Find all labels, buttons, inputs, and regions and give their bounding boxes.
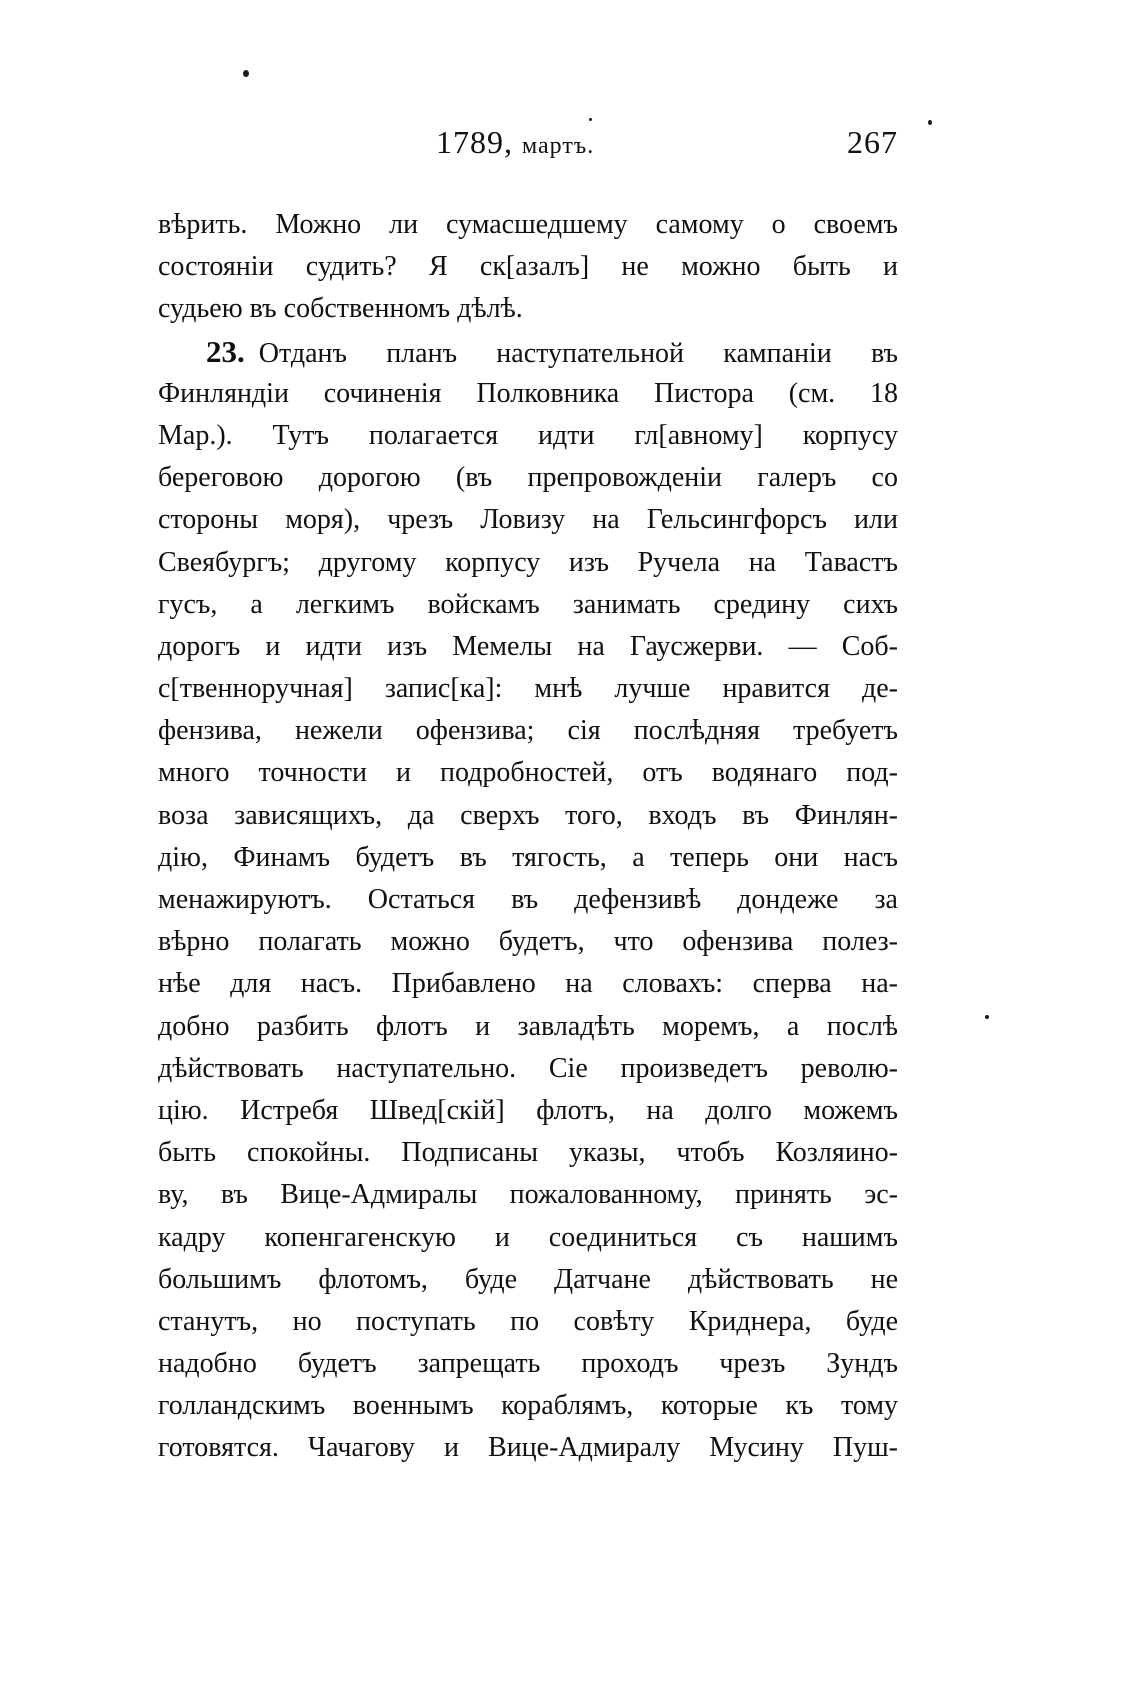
text-line: кадру копенгагенскую и соединиться съ нашимъ (158, 1221, 898, 1253)
text-line: дорогъ и идти изъ Мемелы на Гаусжерви. — Соб- (158, 630, 898, 662)
page-number: 267 (847, 124, 898, 160)
entry-number: 23. (206, 333, 245, 369)
text-line: стороны моря), чрезъ Ловизу на Гельсингфорсъ или (158, 504, 898, 536)
text-line: голландскимъ военнымъ кораблямъ, которые къ тому (158, 1390, 898, 1422)
text-line: фензива, нежели офензива; сія послѣдняя требуетъ (158, 715, 898, 747)
text-line: судьею въ собственномъ дѣлѣ. (158, 293, 523, 325)
ink-speck-margin (985, 1015, 989, 1019)
text-line: гусъ, а легкимъ войскамъ занимать средину сихъ (158, 588, 898, 620)
text-line: с[твенноручная] запис[ка]: мнѣ лучше нравится де- (158, 673, 898, 705)
text-line: большимъ флотомъ, буде Датчане дѣйствовать не (158, 1263, 898, 1295)
running-head-month: мартъ. (522, 133, 595, 159)
text-line: много точности и подробностей, отъ водянаго под- (158, 757, 898, 789)
entry-first-line (158, 331, 898, 373)
ink-speck-top-left (243, 70, 249, 77)
body-text (158, 204, 898, 1470)
text-line: надобно будетъ запрещать проходъ чрезъ Зундъ (158, 1348, 898, 1380)
text-line: береговою дорогою (въ препровожденіи галеръ со (158, 462, 898, 494)
ink-speck-head (589, 118, 592, 121)
text-line: Свеябургъ; другому корпусу изъ Ручела на Тавастъ (158, 546, 898, 578)
text-line: воза зависящихъ, да сверхъ того, входъ въ Финлян- (158, 799, 898, 831)
ink-speck-top-right (928, 120, 932, 125)
text-line: вѣрить. Можно ли сумасшедшему самому о своемъ (158, 209, 898, 240)
text-line: готовятся. Чачагову и Вице-Адмиралу Мусину Пуш- (158, 1432, 898, 1464)
running-head-year: 1789, (436, 124, 513, 160)
entry-first-line-text: Отданъ планъ наступательной кампаніи въ (258, 337, 898, 369)
text-line: ву, въ Вице-Адмиралы пожалованному, принять эс- (158, 1179, 898, 1211)
running-head (158, 124, 898, 174)
running-head-date (436, 124, 594, 161)
text-line: станутъ, но поступать по совѣту Криднера, буде (158, 1305, 898, 1337)
text-line: дѣйствовать наступательно. Сіе произведетъ револю- (158, 1052, 898, 1084)
text-line: менажируютъ. Остаться въ дефензивѣ дондеже за (158, 884, 898, 915)
text-line: состояніи судить? Я ск[азалъ] не можно быть и (158, 251, 898, 283)
text-line: дію, Финамъ будетъ въ тягость, а теперь они насъ (158, 841, 898, 873)
text-line: Мар.). Тутъ полагается идти гл[авному] корпусу (158, 419, 898, 451)
text-line: Финляндіи сочиненія Полковника Пистора (см. 18 (158, 377, 898, 409)
text-line: цію. Истребя Швед[скій] флотъ, на долго можемъ (158, 1094, 898, 1126)
text-line: быть спокойны. Подписаны указы, чтобъ Козляино- (158, 1137, 898, 1169)
text-line: вѣрно полагать можно будетъ, что офензива полез- (158, 926, 898, 958)
text-line: нѣе для насъ. Прибавлено на словахъ: сперва на- (158, 968, 898, 1000)
text-line: добно разбить флотъ и завладѣть моремъ, а послѣ (158, 1010, 898, 1042)
